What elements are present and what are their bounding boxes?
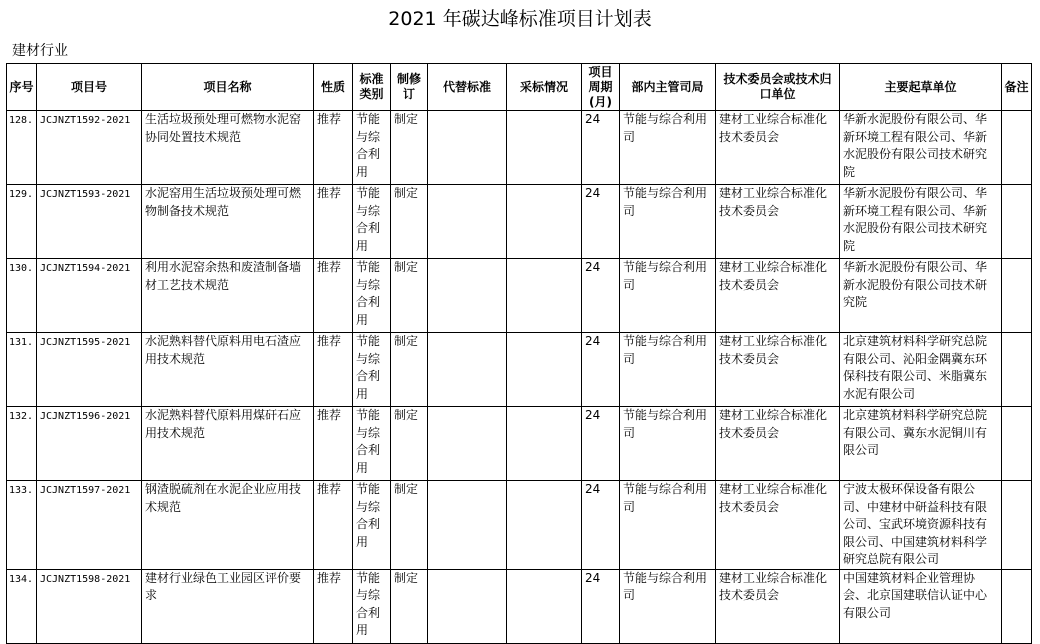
cell-adopt [507, 259, 582, 333]
table-row [7, 259, 1032, 333]
table-row [7, 185, 1032, 259]
cell-remark [1002, 407, 1032, 481]
cell-seq: 134. [7, 569, 37, 643]
cell-committee: 建材工业综合标准化技术委员会 [716, 259, 840, 333]
cell-drafter: 中国建筑材料企业管理协会、北京国建联信认证中心有限公司 [840, 569, 1002, 643]
cell-remark [1002, 185, 1032, 259]
cell-period: 24 [582, 111, 620, 185]
cell-dept: 节能与综合利用司 [620, 481, 716, 570]
cell-drafter: 宁波太极环保设备有限公司、中建材中研益科技有限公司、宝武环境资源科技有限公司、中国建筑材料科学研究总院有限公司 [840, 481, 1002, 570]
cell-seq: 133. [7, 481, 37, 570]
cell-category: 节能与综合利用 [353, 111, 391, 185]
cell-dept: 节能与综合利用司 [620, 569, 716, 643]
cell-committee: 建材工业综合标准化技术委员会 [716, 569, 840, 643]
cell-committee: 建材工业综合标准化技术委员会 [716, 407, 840, 481]
header-adopt: 采标情况 [507, 64, 582, 111]
cell-code: JCJNZT1593-2021 [37, 185, 142, 259]
cell-committee: 建材工业综合标准化技术委员会 [716, 111, 840, 185]
cell-name: 钢渣脱硫剂在水泥企业应用技术规范 [142, 481, 314, 570]
cell-nature: 推荐 [314, 111, 353, 185]
cell-category: 节能与综合利用 [353, 259, 391, 333]
cell-drafter: 华新水泥股份有限公司、华新水泥股份有限公司技术研究院 [840, 259, 1002, 333]
cell-adopt [507, 185, 582, 259]
cell-name: 利用水泥窑余热和废渣制备墙材工艺技术规范 [142, 259, 314, 333]
cell-nature: 推荐 [314, 259, 353, 333]
cell-revise: 制定 [391, 407, 428, 481]
cell-replace [428, 333, 507, 407]
header-replace: 代替标准 [428, 64, 507, 111]
cell-replace [428, 481, 507, 570]
header-drafter: 主要起草单位 [840, 64, 1002, 111]
cell-dept: 节能与综合利用司 [620, 111, 716, 185]
sector-label: 建材行业 [12, 43, 68, 59]
standards-table [6, 63, 1032, 644]
header-period: 项目周期(月) [582, 64, 620, 111]
cell-code: JCJNZT1592-2021 [37, 111, 142, 185]
cell-adopt [507, 407, 582, 481]
cell-name: 水泥熟料替代原料用电石渣应用技术规范 [142, 333, 314, 407]
cell-remark [1002, 333, 1032, 407]
cell-code: JCJNZT1597-2021 [37, 481, 142, 570]
cell-committee: 建材工业综合标准化技术委员会 [716, 333, 840, 407]
cell-dept: 节能与综合利用司 [620, 333, 716, 407]
cell-revise: 制定 [391, 111, 428, 185]
cell-adopt [507, 111, 582, 185]
cell-period: 24 [582, 481, 620, 570]
table-row [7, 569, 1032, 643]
cell-drafter: 华新水泥股份有限公司、华新环境工程有限公司、华新水泥股份有限公司技术研究院 [840, 185, 1002, 259]
header-revise: 制修订 [391, 64, 428, 111]
cell-remark [1002, 481, 1032, 570]
cell-revise: 制定 [391, 185, 428, 259]
cell-category: 节能与综合利用 [353, 185, 391, 259]
table-header-row [7, 64, 1032, 111]
table-row [7, 333, 1032, 407]
header-code: 项目号 [37, 64, 142, 111]
cell-name: 生活垃圾预处理可燃物水泥窑协同处置技术规范 [142, 111, 314, 185]
cell-period: 24 [582, 569, 620, 643]
cell-revise: 制定 [391, 259, 428, 333]
cell-remark [1002, 259, 1032, 333]
cell-code: JCJNZT1594-2021 [37, 259, 142, 333]
header-committee: 技术委员会或技术归口单位 [716, 64, 840, 111]
cell-drafter: 北京建筑材料科学研究总院有限公司、冀东水泥铜川有限公司 [840, 407, 1002, 481]
cell-committee: 建材工业综合标准化技术委员会 [716, 481, 840, 570]
cell-category: 节能与综合利用 [353, 481, 391, 570]
page-title: 2021 年碳达峰标准项目计划表 [388, 8, 652, 30]
cell-nature: 推荐 [314, 569, 353, 643]
cell-period: 24 [582, 333, 620, 407]
header-seq: 序号 [7, 64, 37, 111]
cell-period: 24 [582, 407, 620, 481]
table-row [7, 481, 1032, 570]
cell-remark [1002, 569, 1032, 643]
cell-name: 建材行业绿色工业园区评价要求 [142, 569, 314, 643]
cell-category: 节能与综合利用 [353, 569, 391, 643]
cell-revise: 制定 [391, 481, 428, 570]
cell-dept: 节能与综合利用司 [620, 407, 716, 481]
cell-seq: 130. [7, 259, 37, 333]
cell-nature: 推荐 [314, 185, 353, 259]
cell-drafter: 北京建筑材料科学研究总院有限公司、沁阳金隅冀东环保科技有限公司、米脂冀东水泥有限公司 [840, 333, 1002, 407]
cell-replace [428, 185, 507, 259]
cell-seq: 129. [7, 185, 37, 259]
cell-code: JCJNZT1598-2021 [37, 569, 142, 643]
cell-seq: 131. [7, 333, 37, 407]
header-name: 项目名称 [142, 64, 314, 111]
cell-name: 水泥窑用生活垃圾预处理可燃物制备技术规范 [142, 185, 314, 259]
cell-code: JCJNZT1596-2021 [37, 407, 142, 481]
cell-seq: 128. [7, 111, 37, 185]
cell-nature: 推荐 [314, 481, 353, 570]
cell-nature: 推荐 [314, 407, 353, 481]
cell-seq: 132. [7, 407, 37, 481]
table-row [7, 111, 1032, 185]
cell-adopt [507, 333, 582, 407]
cell-drafter: 华新水泥股份有限公司、华新环境工程有限公司、华新水泥股份有限公司技术研究院 [840, 111, 1002, 185]
cell-revise: 制定 [391, 569, 428, 643]
cell-adopt [507, 569, 582, 643]
cell-adopt [507, 481, 582, 570]
cell-dept: 节能与综合利用司 [620, 185, 716, 259]
cell-replace [428, 407, 507, 481]
cell-period: 24 [582, 185, 620, 259]
cell-code: JCJNZT1595-2021 [37, 333, 142, 407]
cell-replace [428, 569, 507, 643]
header-nature: 性质 [314, 64, 353, 111]
cell-category: 节能与综合利用 [353, 333, 391, 407]
header-category: 标准类别 [353, 64, 391, 111]
table-row [7, 407, 1032, 481]
cell-period: 24 [582, 259, 620, 333]
cell-dept: 节能与综合利用司 [620, 259, 716, 333]
header-dept: 部内主管司局 [620, 64, 716, 111]
header-remark: 备注 [1002, 64, 1032, 111]
cell-category: 节能与综合利用 [353, 407, 391, 481]
cell-nature: 推荐 [314, 333, 353, 407]
cell-name: 水泥熟料替代原料用煤矸石应用技术规范 [142, 407, 314, 481]
cell-revise: 制定 [391, 333, 428, 407]
cell-committee: 建材工业综合标准化技术委员会 [716, 185, 840, 259]
cell-replace [428, 111, 507, 185]
cell-remark [1002, 111, 1032, 185]
cell-replace [428, 259, 507, 333]
